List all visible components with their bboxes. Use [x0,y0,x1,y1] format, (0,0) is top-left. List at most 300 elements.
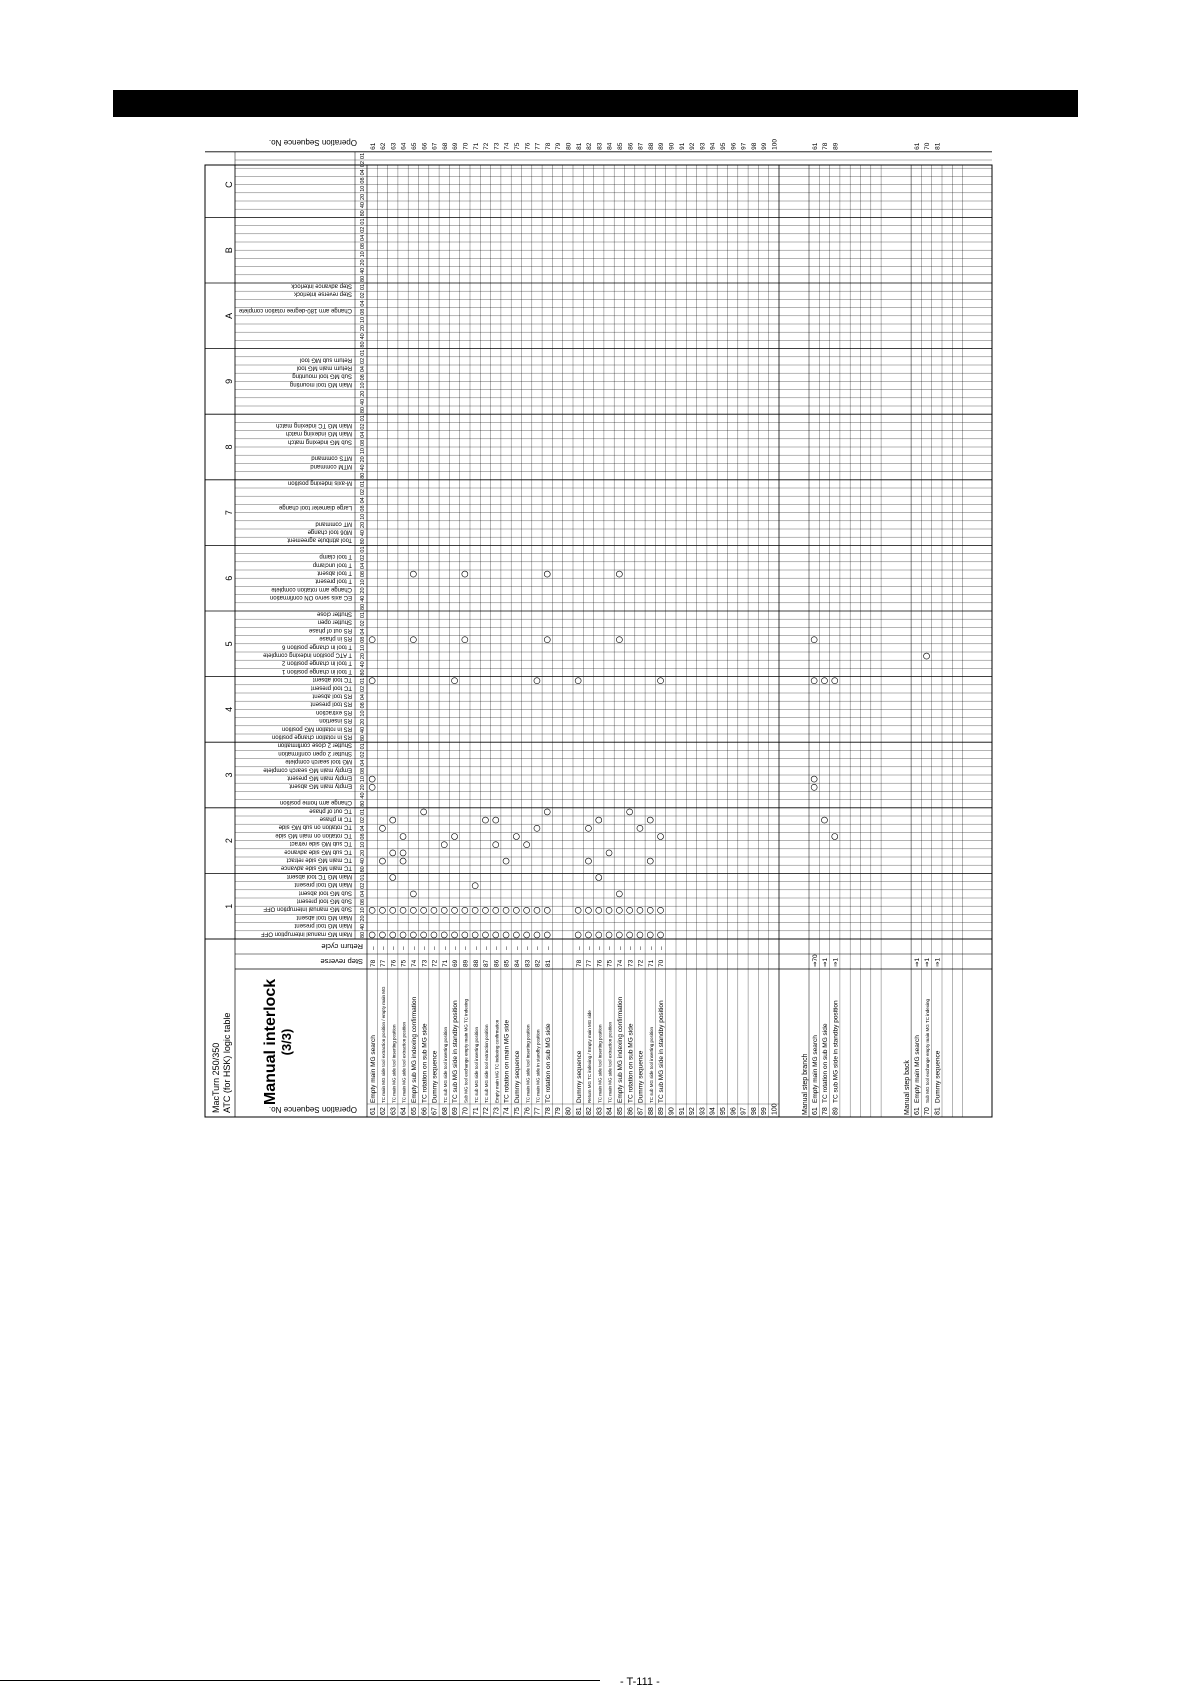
step-reverse-value: 78 [575,959,583,967]
interlock-mark [390,875,396,881]
return-cycle-value: – [431,946,439,950]
bit-value: 10 [360,579,366,586]
interlock-mark [637,932,643,938]
bit-value: 08 [360,636,366,643]
bit-value: 04 [360,431,366,438]
interlock-mark [390,817,396,823]
signal-label: Large diameter tool change [278,503,352,510]
step-reverse-value: 74 [411,959,418,967]
group-label: A [224,312,234,319]
interlock-mark [534,932,540,938]
bit-value: 02 [360,817,366,824]
step-reverse-value: 73 [421,959,429,967]
group-label: 2 [224,838,234,844]
bit-value: 40 [360,464,366,471]
step-reverse-value: 71 [441,959,449,967]
return-cycle-value: – [647,946,655,950]
branch-target: ⇒70 [811,954,819,967]
step-seq-no: 79 [555,142,563,150]
step-reverse-value: 73 [627,959,635,967]
bit-value: 01 [360,218,366,225]
interlock-mark [379,858,385,864]
step-reverse-value: 72 [431,959,439,967]
interlock-mark [647,932,653,938]
step-reverse-value: 85 [503,959,511,967]
step-number: 88 [647,1107,655,1115]
bit-value: 04 [360,628,366,635]
interlock-mark [472,907,478,913]
interlock-mark [596,932,602,938]
interlock-mark [503,932,509,938]
bit-value: 01 [360,349,366,356]
step-name: Empty sub MG indexing confirmation [617,996,624,1103]
step-seq-no: 99 [761,142,769,150]
step-reverse-value: 86 [493,959,501,967]
bit-value: 02 [360,751,366,758]
bit-value: 80 [360,669,366,676]
step-number: 99 [761,1107,769,1115]
branch-mark [811,784,817,790]
bit-value: 20 [360,784,366,791]
branch-mark [811,678,817,684]
interlock-mark [421,809,427,815]
signal-label: Sub MG tool absent [298,889,352,896]
step-number: 100 [771,1103,779,1115]
interlock-mark [379,825,385,831]
bit-value: 80 [360,866,366,873]
signal-label: T tool clamp [319,553,352,560]
step-name: TC rotation on sub MG side [421,1023,429,1103]
bit-value: 02 [360,357,366,364]
bit-value: 02 [360,161,366,168]
interlock-mark [493,842,499,848]
bit-value: 02 [360,489,366,496]
interlock-mark [534,907,540,913]
signal-label: M06 tool change [307,528,352,535]
step-seq-no: 89 [658,142,666,150]
bit-value: 10 [360,907,366,914]
step-number: 91 [678,1107,686,1115]
step-reverse-value: 70 [658,959,666,967]
branch-seq-no: 61 [811,142,819,150]
step-seq-no: 76 [524,142,532,150]
bit-value: 04 [360,759,366,766]
step-seq-no: 90 [668,142,676,150]
step-name: TC main MG side tool extraction position [401,1021,407,1103]
step-name: Dummy sequence [575,1050,583,1103]
step-seq-no: 95 [720,142,727,150]
bit-value: 20 [360,587,366,594]
bit-value: 20 [360,521,366,528]
bit-value: 02 [360,423,366,430]
back-title: Manual step back [904,1060,912,1115]
interlock-mark [410,891,416,897]
bit-value: 40 [360,858,366,865]
signal-label: T tool unclamp [312,561,352,568]
step-reverse-value: 75 [606,959,614,967]
bit-value: 20 [360,193,366,200]
interlock-mark [616,891,622,897]
interlock-mark [616,571,622,577]
bit-value: 40 [360,333,366,340]
step-reverse-value: 74 [617,959,624,967]
interlock-mark [544,637,550,643]
return-cycle-value: – [606,946,614,950]
interlock-mark [462,907,468,913]
bit-value: 02 [360,882,366,889]
return-cycle-value: – [617,946,624,950]
step-name: TC main MG side tool extraction position / empty main MG [381,986,387,1103]
bit-value: 01 [360,284,366,291]
return-cycle-value: – [544,946,552,950]
interlock-mark [616,637,622,643]
branch-step-name: TC rotation on sub MG side [822,1023,830,1103]
back-target: ⇒1 [924,957,932,967]
interlock-mark [658,678,664,684]
bit-value: 08 [360,571,366,578]
signal-label: RS in rotation change position [271,733,352,740]
interlock-mark [482,907,488,913]
step-seq-no: 67 [431,142,439,150]
step-reverse-value: 81 [544,959,552,967]
return-cycle-value: – [462,946,470,950]
bit-value: 40 [360,530,366,537]
signal-label: Shutter 2 open confirmation [278,749,352,756]
step-seq-no: 93 [699,142,707,150]
step-name: Return MG TC indexing / Empty main MG side [587,1010,593,1103]
interlock-mark [369,907,375,913]
interlock-mark [575,678,581,684]
signal-label: T tool in change position 6 [282,643,352,650]
bit-value: 10 [360,513,366,520]
return-cycle-value: – [637,946,645,950]
signal-label: Change arm rotation complete [271,585,352,592]
return-cycle-value: – [411,946,418,950]
step-number: 83 [596,1107,604,1115]
interlock-mark [606,850,612,856]
return-cycle-value: – [483,946,491,950]
bit-value: 02 [360,620,366,627]
step-reverse-header: Step reverse [320,957,363,966]
group-label: B [224,247,234,254]
back-step-number: 61 [913,1107,921,1115]
return-cycle-value: – [441,946,449,950]
interlock-mark [627,809,633,815]
step-seq-no: 75 [514,142,521,150]
signal-label: Sub MG indexing match [287,438,352,445]
branch-mark [811,776,817,782]
step-reverse-value: 71 [647,959,655,967]
signal-label: Change arm 180-degree rotation complete [238,307,352,314]
signal-label: MG tool search complete [285,758,352,765]
signal-label: MTM command [310,462,352,469]
signal-label: TC tool present [310,684,352,691]
step-seq-no: 68 [441,142,449,150]
step-number: 68 [441,1107,449,1115]
group-label: 7 [224,510,234,516]
interlock-mark [544,932,550,938]
step-seq-no: 77 [534,142,542,150]
bit-value: 02 [360,292,366,299]
step-name: TC main MG side tool extraction position [607,1021,613,1103]
interlock-mark [400,858,406,864]
bit-value: 20 [360,718,366,725]
signal-label: Sub MG tool present [296,897,352,904]
step-number: 86 [627,1107,635,1115]
bit-value: 10 [360,841,366,848]
bit-value: 01 [360,808,366,815]
step-seq-no: 71 [472,142,480,150]
interlock-mark [482,932,488,938]
return-cycle-value: – [452,946,460,950]
signal-label: MT command [315,520,352,527]
step-name: Empty main MG TC indexing confirmation [494,1019,500,1103]
return-cycle-value: – [596,946,604,950]
step-number: 62 [380,1107,388,1115]
back-step-number: 81 [934,1107,942,1115]
interlock-mark [524,842,530,848]
step-name: TC sub MG side tool inserting position [442,1026,448,1103]
interlock-mark [472,883,478,889]
step-seq-no: 81 [575,142,583,150]
step-seq-no: 80 [565,142,573,150]
step-number: 72 [483,1107,491,1115]
step-reverse-value: 84 [514,959,521,967]
bit-value: 10 [360,448,366,455]
interlock-mark [575,932,581,938]
bit-value: 40 [360,726,366,733]
step-number: 96 [730,1107,738,1115]
return-cycle-value: – [524,946,532,950]
interlock-mark [544,907,550,913]
bit-value: 80 [360,275,366,282]
bit-value: 10 [360,185,366,192]
step-name: Sub MG tool exchange empty main MG TC indexing [463,999,469,1103]
interlock-mark [585,825,591,831]
step-number: 75 [514,1107,521,1115]
branch-mark [821,817,827,823]
step-number: 65 [411,1107,418,1115]
bit-value: 01 [360,546,366,553]
interlock-mark [544,571,550,577]
back-seq-no: 70 [924,142,932,150]
interlock-mark [400,932,406,938]
step-seq-no: 88 [647,142,655,150]
interlock-mark [658,907,664,913]
interlock-mark [596,907,602,913]
interlock-mark [534,825,540,831]
step-reverse-value: 89 [462,959,470,967]
table-name: ATC (for HSK) logic table [222,1012,232,1113]
interlock-mark [596,817,602,823]
group-label: 8 [224,444,234,450]
step-number: 90 [668,1107,676,1115]
branch-mark [811,637,817,643]
step-seq-no: 83 [596,142,604,150]
step-number: 63 [390,1107,398,1115]
bit-value: 40 [360,661,366,668]
back-step-name: Sub MG tool exchange empty main MG TC indexing [925,999,931,1103]
bit-value: 40 [360,267,366,274]
branch-title: Manual step branch [802,1053,809,1115]
step-seq-no: 70 [462,142,470,150]
step-number: 71 [472,1107,480,1115]
step-number: 80 [565,1107,573,1115]
step-seq-no: 82 [586,142,594,150]
signal-label: Step reverse interlock [293,290,352,297]
step-seq-no: 100 [771,138,779,150]
bit-value: 01 [360,415,366,422]
bit-value: 04 [360,169,366,176]
step-seq-no: 69 [452,142,460,150]
interlock-mark [369,932,375,938]
step-seq-no: 91 [678,142,686,150]
branch-mark [821,678,827,684]
return-cycle-value: – [390,946,398,950]
page-number: - T-111 - [620,1676,660,1688]
return-cycle-value: – [472,946,480,950]
interlock-mark [637,907,643,913]
return-cycle-value: – [658,946,666,950]
bit-value: 08 [360,833,366,840]
interlock-mark [534,678,540,684]
bit-value: 10 [360,776,366,783]
step-number: 66 [421,1107,429,1115]
interlock-mark [369,678,375,684]
signal-label: EC axis servo ON confirmation [269,594,352,601]
step-reverse-value: 78 [369,959,377,967]
signal-label: Main MG tool mounting [289,380,352,387]
back-seq-no: 81 [934,142,942,150]
step-seq-no: 66 [421,142,429,150]
interlock-mark [441,907,447,913]
interlock-mark [421,907,427,913]
return-cycle-header: Return cycle [321,942,363,951]
interlock-mark [627,932,633,938]
bit-value: 80 [360,341,366,348]
bit-value: 02 [360,226,366,233]
step-seq-no: 86 [627,142,635,150]
return-cycle-value: – [503,946,511,950]
bit-value: 08 [360,177,366,184]
interlock-mark [658,932,664,938]
interlock-mark [616,932,622,938]
interlock-mark [627,907,633,913]
machine-model: MacTurn 250/350 [211,1042,221,1113]
interlock-mark [482,817,488,823]
step-number: 95 [720,1107,727,1115]
step-name: TC main MG side in standby position [535,1029,541,1103]
bit-value: 80 [360,538,366,545]
branch-step-number: 78 [822,1107,830,1115]
step-seq-no: 98 [750,142,758,150]
operation-seq-header-left: Operation Sequence No. [268,1105,357,1114]
branch-target: ⇒1 [832,957,840,967]
bit-value: 10 [360,644,366,651]
branch-step-name: Empty main MG search [811,1035,819,1103]
signal-label: TC tool absent [312,676,352,683]
signal-label: M-axis indexing position [287,479,352,486]
interlock-mark [410,932,416,938]
bit-value: 80 [360,735,366,742]
step-number: 74 [503,1107,511,1115]
bit-value: 08 [360,308,366,315]
table-part: (3/3) [279,1028,294,1056]
bit-value: 20 [360,653,366,660]
signal-label: Return main MG tool [296,364,352,371]
signal-label: Change arm home position [279,799,352,806]
bit-value: 08 [360,702,366,709]
step-reverse-value: 88 [472,959,480,967]
step-name: TC main MG side tool inserting position [391,1024,397,1103]
interlock-mark [606,932,612,938]
signal-label: Main MG indexing match [285,430,352,437]
interlock-mark [390,932,396,938]
branch-step-number: 89 [832,1107,840,1115]
signal-label: Empty main MG present [287,774,352,781]
back-target: ⇒1 [913,957,921,967]
bit-value: 04 [360,825,366,832]
bit-value: 04 [360,497,366,504]
bit-value: 10 [360,710,366,717]
step-number: 94 [709,1107,717,1115]
interlock-mark [369,784,375,790]
interlock-mark [421,932,427,938]
footer-rule [0,1680,600,1681]
bit-value: 20 [360,390,366,397]
step-name: TC sub MG side in standby position [452,1000,460,1103]
signal-label: Empty main MG search complete [263,766,352,773]
group-label: 1 [224,903,234,909]
signal-label: Empty main MG absent [289,782,352,789]
bit-value: 01 [360,874,366,881]
interlock-mark [585,932,591,938]
step-seq-no: 74 [503,142,511,150]
step-seq-no: 64 [400,142,408,150]
step-seq-no: 97 [740,142,748,150]
bit-value: 40 [360,923,366,930]
signal-label: RS in phase [319,635,352,642]
back-mark [924,653,930,659]
interlock-mark [410,637,416,643]
branch-seq-no: 89 [832,142,840,150]
step-number: 97 [740,1107,748,1115]
interlock-mark [658,834,664,840]
interlock-mark [472,932,478,938]
back-step-name: Empty main MG search [913,1035,921,1103]
interlock-mark [452,834,458,840]
step-number: 77 [534,1107,542,1115]
step-seq-no: 85 [617,142,624,150]
step-reverse-value: 72 [637,959,645,967]
step-number: 89 [658,1107,666,1115]
step-name: Empty sub MG indexing confirmation [411,996,418,1103]
signal-label: T tool in change position 1 [282,667,352,674]
return-cycle-value: – [400,946,408,950]
signal-label: T ATC position indexing complete [263,651,352,658]
interlock-mark [410,571,416,577]
interlock-mark [596,875,602,881]
signal-label: TC in phase [319,815,352,822]
group-label: 9 [224,378,234,384]
interlock-mark [544,809,550,815]
group-label: C [224,181,234,188]
bit-value: 04 [360,300,366,307]
step-number: 78 [544,1107,552,1115]
step-number: 92 [689,1107,697,1115]
group-label: 4 [224,706,234,712]
signal-label: TC sub MG side advance [284,848,352,855]
